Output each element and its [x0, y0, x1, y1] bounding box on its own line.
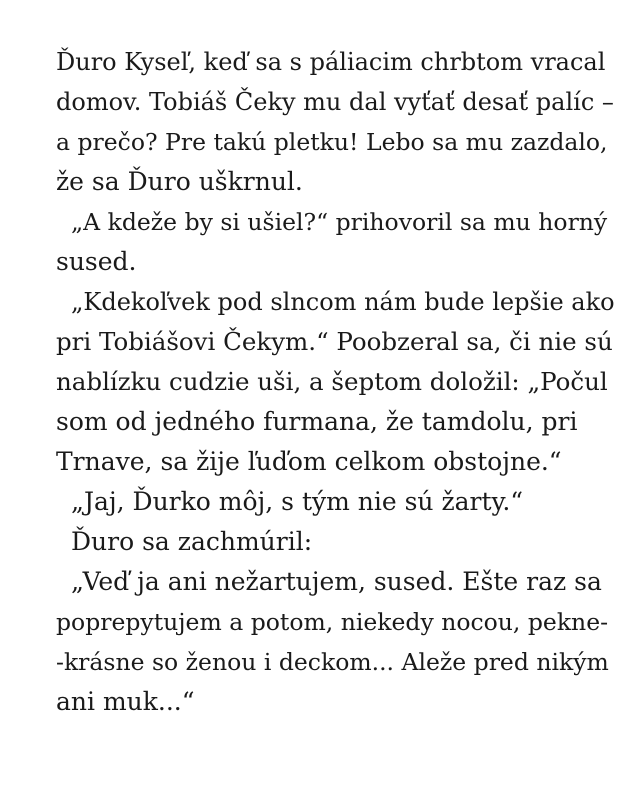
text-line: domov. Tobiáš Čeky mu dal vyťať desať palíc –	[56, 88, 614, 116]
text-line: som od jedného furmana, že tamdolu, pri	[56, 407, 578, 436]
text-line: sused.	[56, 247, 137, 276]
text-line: Trnave, sa žije ľuďom celkom obstojne.“	[56, 447, 562, 476]
text-line: ani muk...“	[56, 687, 195, 716]
text-line: poprepytujem a potom, niekedy nocou, pekne-	[56, 608, 609, 636]
text-line: Ďuro Kyseľ, keď sa s páliacim chrbtom vracal	[56, 48, 606, 76]
text-line: a prečo? Pre takú pletku! Lebo sa mu zazdalo,	[56, 128, 608, 156]
text-line: Ďuro sa zachmúril:	[71, 527, 313, 556]
text-line: „Kdekoľvek pod slncom nám bude lepšie ako	[71, 288, 615, 316]
text-line: „Jaj, Ďurko môj, s tým nie sú žarty.“	[71, 487, 524, 516]
text-line: „Veď ja ani nežartujem, sused. Ešte raz sa	[71, 567, 602, 596]
text-line: „A kdeže by si ušiel?“ prihovoril sa mu horný	[71, 208, 608, 236]
text-line: že sa Ďuro uškrnul.	[56, 167, 303, 196]
text-line: -krásne so ženou i deckom... Aleže pred nikým	[56, 648, 609, 676]
text-line: nablízku cudzie uši, a šeptom doložil: „Počul	[56, 367, 608, 396]
text-line: pri Tobiášovi Čekym.“ Poobzeral sa, či nie sú	[56, 327, 613, 356]
book-page	[56, 42, 616, 722]
